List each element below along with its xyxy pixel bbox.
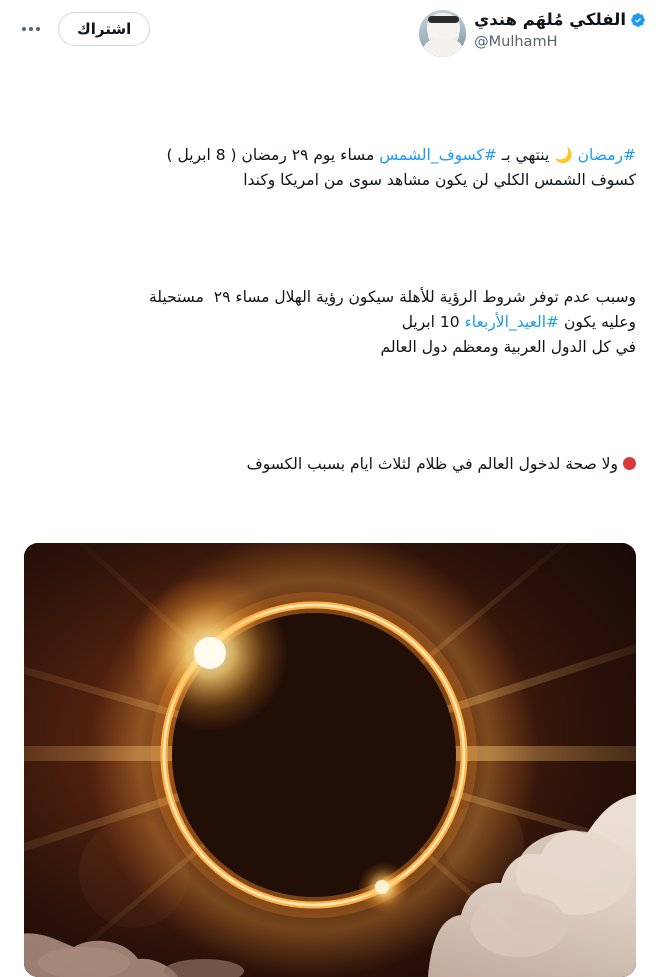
tweet-paragraph-1 <box>24 143 636 193</box>
hashtag-ramadan[interactable]: #رمضان <box>577 146 636 165</box>
author-text-block <box>474 10 646 51</box>
tweet-header <box>14 8 646 62</box>
tweet-text-segment: في كل الدول العربية ومعظم دول العالم <box>380 338 636 357</box>
verified-badge-icon <box>630 12 646 28</box>
tweet-text-segment: مساء يوم ٢٩ رمضان ( 8 ابريل ) <box>166 146 380 165</box>
subscribe-button[interactable]: اشتراك <box>58 12 150 46</box>
tweet-text-segment: ينتهي بـ <box>496 146 555 165</box>
tweet-text-segment: وسبب عدم توفر شروط الرؤية للأهلة سيكون رؤية الهلال مساء ٢٩ مستحيلة <box>148 287 636 306</box>
avatar-agal <box>428 16 459 23</box>
tweet-text <box>14 62 646 539</box>
tweet-header-actions <box>14 8 150 46</box>
avatar-body <box>422 39 464 57</box>
author-name-row <box>474 10 646 31</box>
red-circle-icon <box>623 457 636 470</box>
hashtag-eid-wednesday[interactable]: #العيد_الأربعاء <box>464 312 560 331</box>
more-options-icon[interactable] <box>14 16 48 42</box>
tweet-paragraph-3 <box>24 452 636 477</box>
crescent-moon-icon: 🌙 <box>554 146 578 165</box>
tweet-text-segment: وعليه يكون <box>559 312 636 331</box>
author-handle[interactable]: @MulhamH <box>474 33 558 50</box>
hashtag-solar-eclipse[interactable]: #كسوف_الشمس <box>379 146 497 165</box>
tweet-paragraph-2 <box>24 285 636 360</box>
tweet-author[interactable] <box>419 8 646 57</box>
tweet-text-segment: ولا صحة لدخول العالم في ظلام لثلاث ايام بسبب الكسوف <box>246 454 618 473</box>
avatar[interactable] <box>419 10 466 57</box>
tweet-text-segment: 10 ابريل <box>401 312 465 331</box>
author-display-name[interactable]: الفلكي مُلهَم هندي <box>474 10 626 29</box>
solar-eclipse-photo[interactable] <box>24 543 636 977</box>
tweet-text-segment: كسوف الشمس الكلي لن يكون مشاهد سوى من امريكا وكندا <box>243 171 636 190</box>
